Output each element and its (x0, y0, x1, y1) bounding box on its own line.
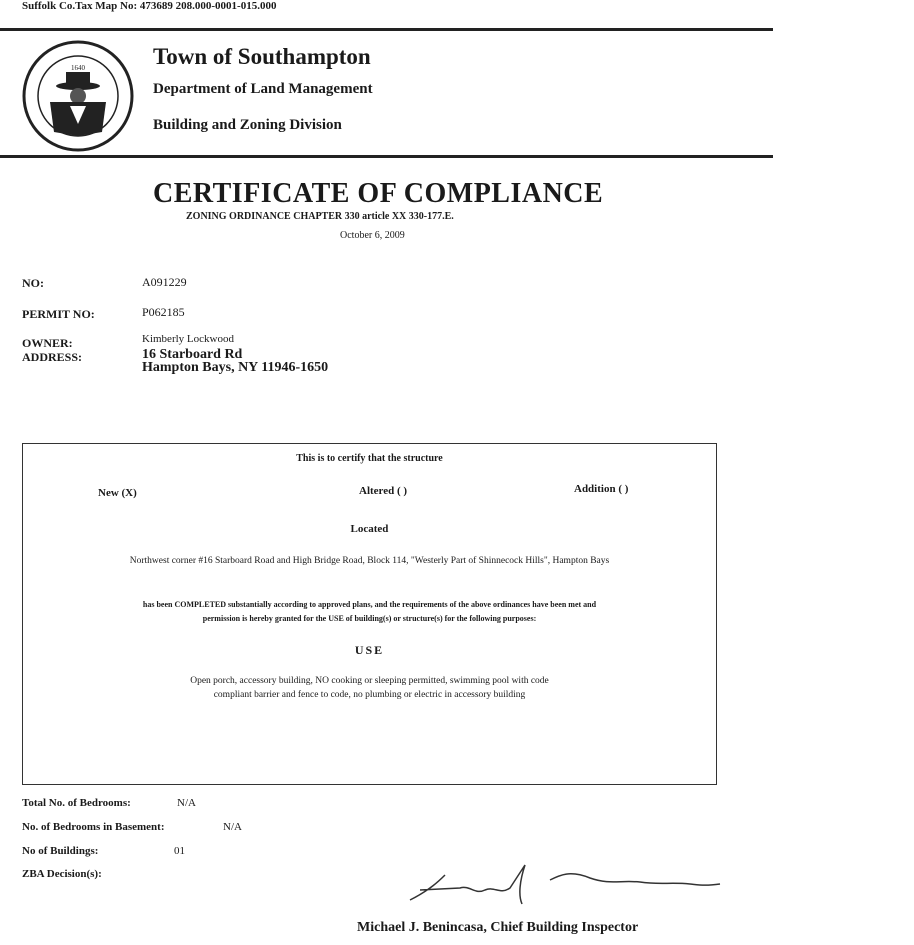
use-text-2: compliant barrier and fence to code, no plumbing or electric in accessory building (213, 690, 526, 700)
town-seal-icon (20, 40, 136, 152)
signatory-name: Michael J. Benincasa, Chief Building Inspector (357, 920, 639, 935)
certificate-date: October 6, 2009 (340, 230, 405, 241)
town-name: Town of Southampton (153, 44, 371, 69)
completed-text-2: permission is hereby granted for the USE of building(s) or structure(s) for the following purposes: (202, 614, 537, 623)
owner-value: Kimberly Lockwood (142, 333, 234, 345)
basement-value: N/A (223, 821, 242, 833)
no-value: A091229 (142, 275, 187, 289)
altered-checkbox: Altered ( ) (359, 485, 408, 497)
certification-box (22, 443, 717, 785)
certificate-subtitle: ZONING ORDINANCE CHAPTER 330 article XX 330-177.E. (186, 211, 454, 222)
completed-text-1: has been COMPLETED substantially according to approved plans, and the requirements of the above ordinances have been met and (142, 600, 597, 609)
permit-label: PERMIT NO: (22, 307, 95, 321)
address-label: ADDRESS: (22, 350, 83, 364)
address-line2: Hampton Bays, NY 11946-1650 (142, 360, 329, 375)
location-text: Northwest corner #16 Starboard Road and High Bridge Road, Block 114, "Westerly Part of Shinnecock Hills", Hampton Bays (129, 556, 610, 566)
permit-value: P062185 (142, 305, 185, 319)
bedrooms-value: N/A (177, 797, 196, 809)
address-line1: 16 Starboard Rd (142, 347, 243, 362)
signature (400, 860, 730, 910)
use-label: USE (354, 643, 385, 657)
tax-map-number: Suffolk Co.Tax Map No: 473689 208.000-0001-015.000 (22, 0, 277, 12)
owner-label: OWNER: (22, 336, 73, 350)
basement-label: No. of Bedrooms in Basement: (22, 821, 165, 833)
use-text-1: Open porch, accessory building, NO cooking or sleeping permitted, swimming pool with code (190, 676, 549, 686)
svg-text:1640: 1640 (71, 64, 85, 72)
bedrooms-label: Total No. of Bedrooms: (22, 797, 131, 809)
buildings-value: 01 (174, 845, 185, 857)
no-label: NO: (22, 276, 44, 290)
certify-text: This is to certify that the structure (296, 453, 443, 464)
zba-label: ZBA Decision(s): (22, 868, 102, 880)
located-label: Located (350, 523, 389, 535)
addition-checkbox: Addition ( ) (574, 483, 629, 495)
header-rule-bottom (0, 155, 773, 158)
buildings-label: No of Buildings: (22, 845, 99, 857)
new-checkbox: New (X) (98, 487, 137, 499)
division-name: Building and Zoning Division (153, 117, 342, 133)
department-name: Department of Land Management (153, 81, 373, 97)
certificate-title: CERTIFICATE OF COMPLIANCE (153, 178, 604, 209)
header-rule-top (0, 28, 773, 31)
